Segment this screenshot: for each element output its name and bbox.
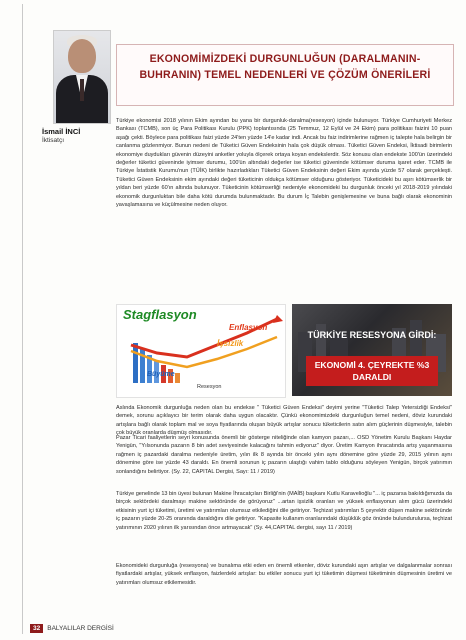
magazine-name: BALYALILAR DERGİSİ	[47, 625, 114, 632]
resesyon-label: Resesyon	[197, 384, 222, 390]
stagflation-illustration	[116, 304, 286, 398]
page-footer	[30, 624, 114, 633]
recession-banner: EKONOMİ 4. ÇEYREKTE %3 DARALDI	[306, 356, 438, 386]
paragraph-consumer-demand: Aslında Ekonomik durgunluğa neden olan bu endekse " Tüketici Güven Endeksi" deyimi yerine "Tüketici Talep Yetersizliği Endeksi" demek, sorunu açıklayıcı bir terim olarak daha uygun olacaktır. Çünkü ekonomimizdeki durgunluğun temel nedeni, döviz kurundaki artışlara bağlı olarak toplam mal ve soya fiyatlarında oluşan büyük artışlar sonucu tüketicilerin satın alım güçlerinin düşmesiyle, talebin çok büyük oranlarda düşmüş olmasıdır.	[116, 405, 452, 437]
issizlik-label: İşsizlik	[217, 339, 244, 348]
recession-headline: TÜRKİYE RESESYONA GİRDİ:	[307, 330, 437, 340]
paragraph-conclusion: Ekonomideki durgunluğa (resesyona) ve bunalıma etki eden en önemli etkenler, döviz kurundaki aşırı artışlar ve dalgalanmalar sonrası fiyatlardaki artışlar, yüksek enflasyon, faizlerdeki artışlar: bu etkiler sonucu yurt içi tüketimin düşmesi tüketiminin düşmesinin üretimi ve yatırımları olumsuz etkilemesidir.	[116, 563, 452, 586]
page-number: 32	[30, 624, 43, 633]
buyume-label: Büyüme	[147, 371, 175, 378]
article-title: EKONOMİMİZDEKİ DURGUNLUĞUN (DARALMANIN-BUHRANIN) TEMEL NEDENLERİ VE ÇÖZÜM ÖNERİLERİ	[139, 53, 431, 81]
author-role: İktisatçı	[42, 137, 65, 144]
paragraph-truck-market: Pazar Ticari faaliyetlerin seyri konusunda önemli bir gösterge niteliğinde olan kamyon pazarı,... OSD Yönetim Kurulu Başkanı Haydar Yenigün, "Yılsonunda pazarın 8 bin adet seviyesinde kalacağını tahmin ediyoruz" diyor. Üretim Kamyon ihracatında artış yaşanmasına rağmen iç pazardaki daralma nedeniyle üretim, yılın ilk 8 ayında bir önceki yılın aynı dönemine göre yüzde 29, 2015 yılının aynı dönemine göre ise yüzde 43 daraldı. En önemli sorunun iç pazarın ulaştığı vahim tablo olduğunu söyleyen Yenigün, birçok yatırımın sonlandığını belirtiyor. (Sy. 22, CAPITAL Dergisi, Sayı: 11 / 2019)	[116, 435, 452, 475]
enflasyon-label: Enflasyon	[229, 323, 268, 332]
left-margin-rule	[22, 4, 23, 634]
title-box	[116, 44, 454, 106]
paragraph-intro: Türkiye ekonomisi 2018 yılının Ekim ayından bu yana bir durgunluk-daralma(resesyon) içinde bulunuyor. Türkiye Cumhuriyeti Merkez Bankası (TCMB), son üç Para Politikası Kurulu (PPK) toplantısında (25 Temmuz, 12 Eylül ve 24 Ekim) para politikası faizini 10 puan aşağı çekti. Böylece para politikası faizi yüzde 24'ten yüzde 14'e kadar indi. Ancak bu faiz indirimlerine rağmen iç talepte hala belirgin bir canlanma gözlenmiyor. Bunun nedeni de Tüketici Güven Endeksinin hala çok düşük olması. Tüketici Güven Endeksi, İktisadi birimlerin ekonomiye duydukları güvenin düzeyini anketler yoluyla ölçerek ortaya koyan endekslerdir. Söz konusu olan endekste 100'ün üzerindeki değerler tüketici güveninde iyimser durumu, 100'ün altındaki değerler ise tüketici güveninde kötümser duruma işaret eder. TCMB ile Türkiye İstatistik Kurumu'nun (TÜİK) birlikte hazırladıkları Tüketici Güven Endeksinin değeri Ekim ayında yüzde 57 olarak gerçekleşti. Tüketici Güven Endeksinin ekim ayındaki değeri tüketicinin oldukça kötümser olduğunu gösteriyor. Tüketicideki bu aşırı kötümserlik bir yıldan beri yüzde 60'ın altında bulunuyor. Tüketicinin kötümserliği nedeniyle ekonomideki bu durgunluk önceki yıl 2018-2019 yılındaki ekonomik durgunluktan bile daha kötü durumda bulunmaktadır. Bu durum İç Talebin genişlemesine ve buna bağlı olarak ekonominin yavaşlamasına ve küçülmesine neden oluyor.	[116, 118, 452, 209]
author-photo	[53, 30, 111, 124]
author-name: İsmail İNCİ	[42, 127, 81, 136]
stagflation-title: Stagflasyon	[123, 307, 197, 322]
paragraph-machinery: Türkiye genelinde 13 bin üyesi bulunan Makine İhracatçıları Birliği'nin (MAİB) başkanı Kutlu Karavelioğlu "... iç pazarsa bakıldığımızda da birçok sektördeki daralmayı makine sektöründe de görüyoruz" ...artan işsizlik oranları ve yüksek enflasyonun alım gücü üzerindeki etkisinin yurt içi tüketimi, üretimi ve yatırımları olumsuz etkilediğini dile getiriyor. Teçhizat yatırımları 5 çeyrektir düşen makine sektöründe iç pazarın yüzde 20-25 oranında daraldığını dile getiriyor. "Kapasite kullanım oranlarındaki düşüklük göz önünde bulundurulursa, teçhizat yatırımının 2020 yılının ilk yarısından önce artmayacak" (Sy. 44,CAPITAL dergisi, sayı 11 / 2019)	[116, 491, 453, 531]
recession-news-image	[292, 304, 452, 396]
